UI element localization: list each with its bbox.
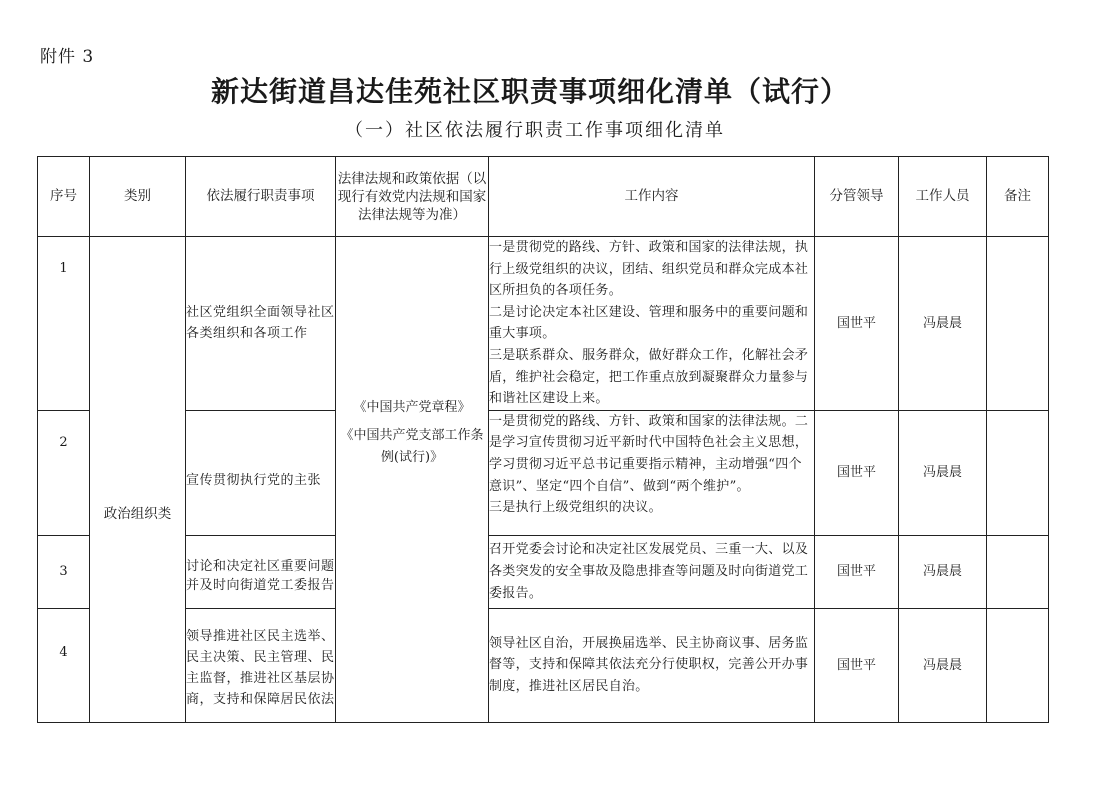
table-header-row: [38, 157, 1049, 237]
row-staff: 冯晨晨: [899, 410, 987, 535]
row-remark: [987, 608, 1049, 722]
column-header-seq: 序号: [38, 157, 90, 237]
content-paragraph: 一是贯彻党的路线、方针、政策和国家的法律法规。二是学习宣传贯彻习近平新时代中国特色社会主义思想，学习贯彻习近平总书记重要指示精神，主动增强“四个意识”、坚定“四个自信”、做到“两个维护”。: [489, 413, 809, 494]
table-row: [38, 410, 1049, 535]
column-header-leader: 分管领导: [815, 157, 899, 237]
row-remark: [987, 410, 1049, 535]
row-staff: 冯晨晨: [899, 535, 987, 608]
table-row: [38, 237, 1049, 411]
document-title: 新达街道昌达佳苑社区职责事项细化清单（试行）: [210, 75, 849, 108]
row-content: [489, 535, 815, 608]
column-header-duty: 依法履行职责事项: [186, 157, 336, 237]
duty-list-table: [37, 156, 1049, 723]
row-content: [489, 237, 815, 411]
basis-cell: [336, 237, 489, 723]
content-paragraph: 二是讨论决定本社区建设、管理和服务中的重要问题和重大事项。: [489, 304, 809, 342]
table-row: [38, 608, 1049, 722]
column-header-staff: 工作人员: [899, 157, 987, 237]
basis-line: 《中国共产党章程》: [353, 400, 471, 415]
row-seq: 1: [38, 237, 90, 411]
table-row: [38, 535, 1049, 608]
content-paragraph: 召开党委会讨论和决定社区发展党员、三重一大、以及各类突发的安全事故及隐患排查等问题及时向街道党工委报告。: [489, 542, 809, 601]
row-content: [489, 608, 815, 722]
row-remark: [987, 535, 1049, 608]
content-paragraph: 一是贯彻党的路线、方针、政策和国家的法律法规，执行上级党组织的决议，团结、组织党员和群众完成本社区所担负的各项任务。: [489, 240, 809, 299]
document-subtitle: （一）社区依法履行职责工作事项细化清单: [345, 120, 725, 141]
row-leader: 国世平: [815, 535, 899, 608]
column-header-remark: 备注: [987, 157, 1049, 237]
content-paragraph: 领导社区自治，开展换届选举、民主协商议事、居务监督等，支持和保障其依法充分行使职权，完善公开办事制度，推进社区居民自治。: [489, 635, 809, 695]
row-leader: 国世平: [815, 608, 899, 722]
column-header-category: 类别: [90, 157, 186, 237]
column-header-content: 工作内容: [489, 157, 815, 237]
row-seq: 3: [38, 535, 90, 608]
row-duty: 讨论和决定社区重要问题并及时向街道党工委报告: [186, 535, 336, 608]
row-leader: 国世平: [815, 237, 899, 411]
attachment-label: 附件 3: [40, 47, 95, 67]
row-remark: [987, 237, 1049, 411]
content-paragraph: 三是联系群众、服务群众，做好群众工作，化解社会矛盾，维护社会稳定，把工作重点放到凝聚群众力量参与和谐社区建设上来。: [489, 347, 809, 407]
row-staff: 冯晨晨: [899, 608, 987, 722]
category-cell: 政治组织类: [90, 237, 186, 723]
row-seq: 4: [38, 608, 90, 722]
column-header-basis: 法律法规和政策依据（以现行有效党内法规和国家法律法规等为准）: [336, 157, 489, 237]
row-leader: 国世平: [815, 410, 899, 535]
row-staff: 冯晨晨: [899, 237, 987, 411]
row-duty: 社区党组织全面领导社区各类组织和各项工作: [186, 237, 336, 411]
basis-line: 《中国共产党支部工作条例(试行)》: [340, 428, 484, 465]
row-seq: 2: [38, 410, 90, 535]
row-duty: 宣传贯彻执行党的主张: [186, 410, 336, 535]
content-paragraph: 三是执行上级党组织的决议。: [489, 500, 662, 516]
row-duty: 领导推进社区民主选举、民主决策、民主管理、民主监督，推进社区基层协商，支持和保障居民依法: [186, 608, 336, 722]
row-content: [489, 410, 815, 535]
